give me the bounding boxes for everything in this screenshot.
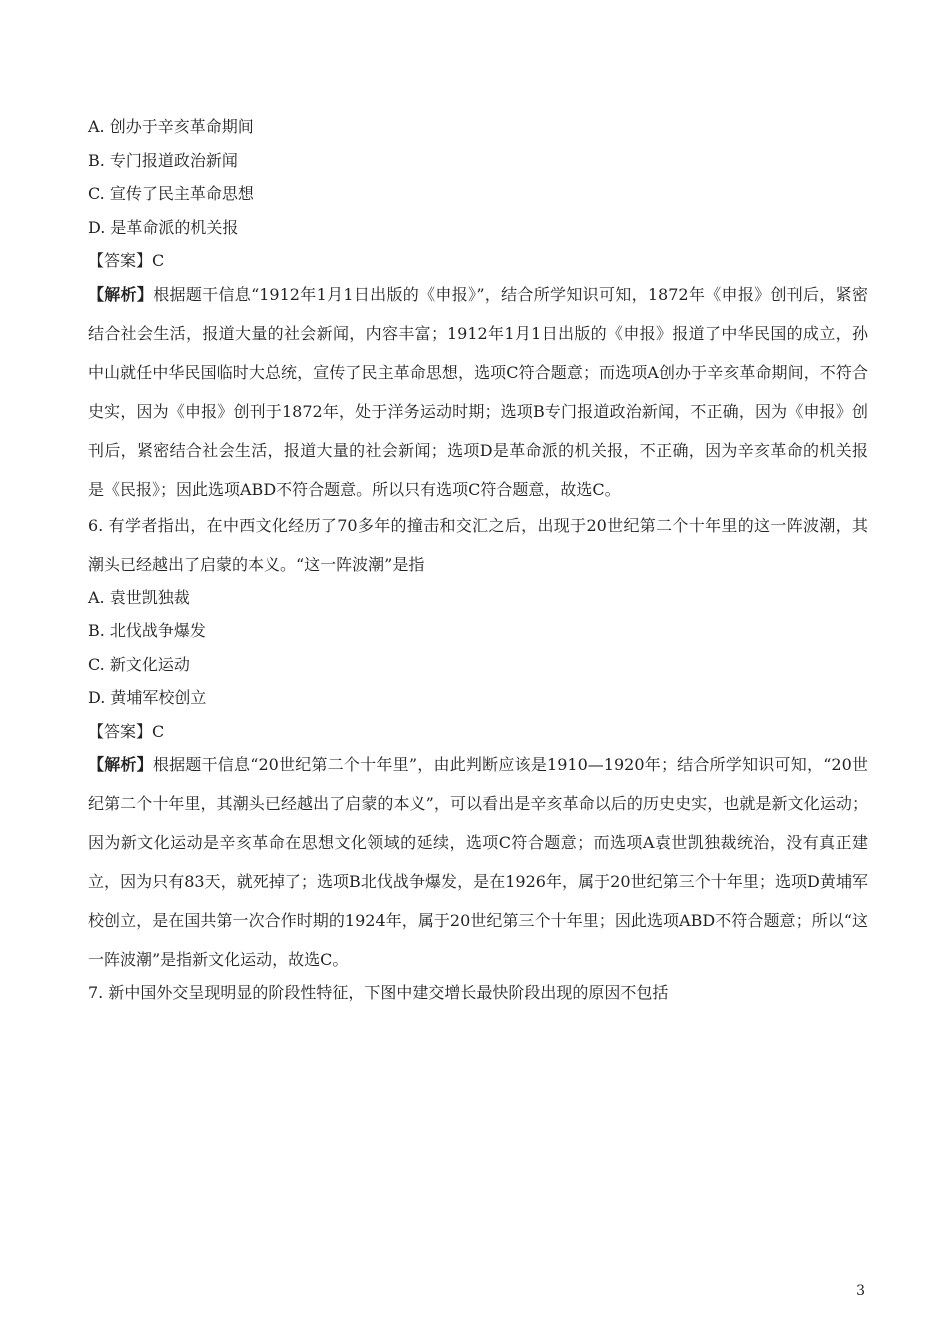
q6-analysis xyxy=(88,745,868,979)
q6-stem: 6. 有学者指出，在中西文化经历了70多年的撞击和交汇之后，出现于20世纪第二个十年里的这一阵波潮，其潮头已经越出了启蒙的本义。“这一阵波潮”是指 xyxy=(88,515,868,574)
q6-option-d: D. 黄埔军校创立 xyxy=(88,688,207,707)
q5-analysis-text: 根据题干信息“1912年1月1日出版的《申报》”，结合所学知识可知，1872年《申报》创刊后，紧密结合社会生活，报道大量的社会新闻，内容丰富；1912年1月1日出版的《申报》报道了中华民国的成立，孙中山就任中华民国临时大总统，宣传了民主革命思想，选项C符合题意；而选项A创办于辛亥革命期间，不符合史实，因为《申报》创刊于1872年，处于洋务运动时期；选项B专门报道政治新闻，不正确，因为《申报》创刊后，紧密结合社会生活，报道大量的社会新闻；选项D是革命派的机关报，不正确，因为辛亥革命的机关报是《民报》；因此选项ABD不符合题意。所以只有选项C符合题意，故选C。 xyxy=(88,284,868,499)
q6-option-a: A. 袁世凯独裁 xyxy=(88,587,190,607)
q5-option-d: D. 是革命派的机关报 xyxy=(88,217,239,237)
q6-option-c: C. 新文化运动 xyxy=(88,654,190,674)
q5-analysis xyxy=(88,275,868,509)
q6-analysis-label: 【解析】 xyxy=(88,755,153,774)
q6-analysis-text: 根据题干信息“20世纪第二个十年里”，由此判断应该是1910—1920年；结合所学知识可知，“20世纪第二个十年里，其潮头已经越出了启蒙的本义”，可以看出是辛亥革命以后的历史史实，也就是新文化运动；因为新文化运动是辛亥革命在思想文化领域的延续，选项C符合题意；而选项A袁世凯独裁统治，没有真正建立，因为只有83天，就死掉了；选项B北伐战争爆发，是在1926年，属于20世纪第三个十年里；选项D黄埔军校创立，是在国共第一次合作时期的1924年，属于20世纪第三个十年里；因此选项ABD不符合题意；所以“这一阵波潮”是指新文化运动，故选C。 xyxy=(88,755,868,969)
q7-stem: 7. 新中国外交呈现明显的阶段性特征，下图中建交增长最快阶段出现的原因不包括 xyxy=(88,983,669,1002)
q5-option-a: A. 创办于辛亥革命期间 xyxy=(88,117,254,136)
q5-analysis-label: 【解析】 xyxy=(88,284,154,304)
page-content xyxy=(88,110,868,1010)
q6-answer: 【答案】C xyxy=(88,721,165,741)
q5-answer: 【答案】C xyxy=(88,251,165,270)
page-number: 3 xyxy=(856,1283,865,1299)
q5-option-c: C. 宣传了民主革命思想 xyxy=(88,184,254,203)
q5-option-b: B. 专门报道政治新闻 xyxy=(88,150,238,170)
q6-option-b: B. 北伐战争爆发 xyxy=(88,621,206,640)
